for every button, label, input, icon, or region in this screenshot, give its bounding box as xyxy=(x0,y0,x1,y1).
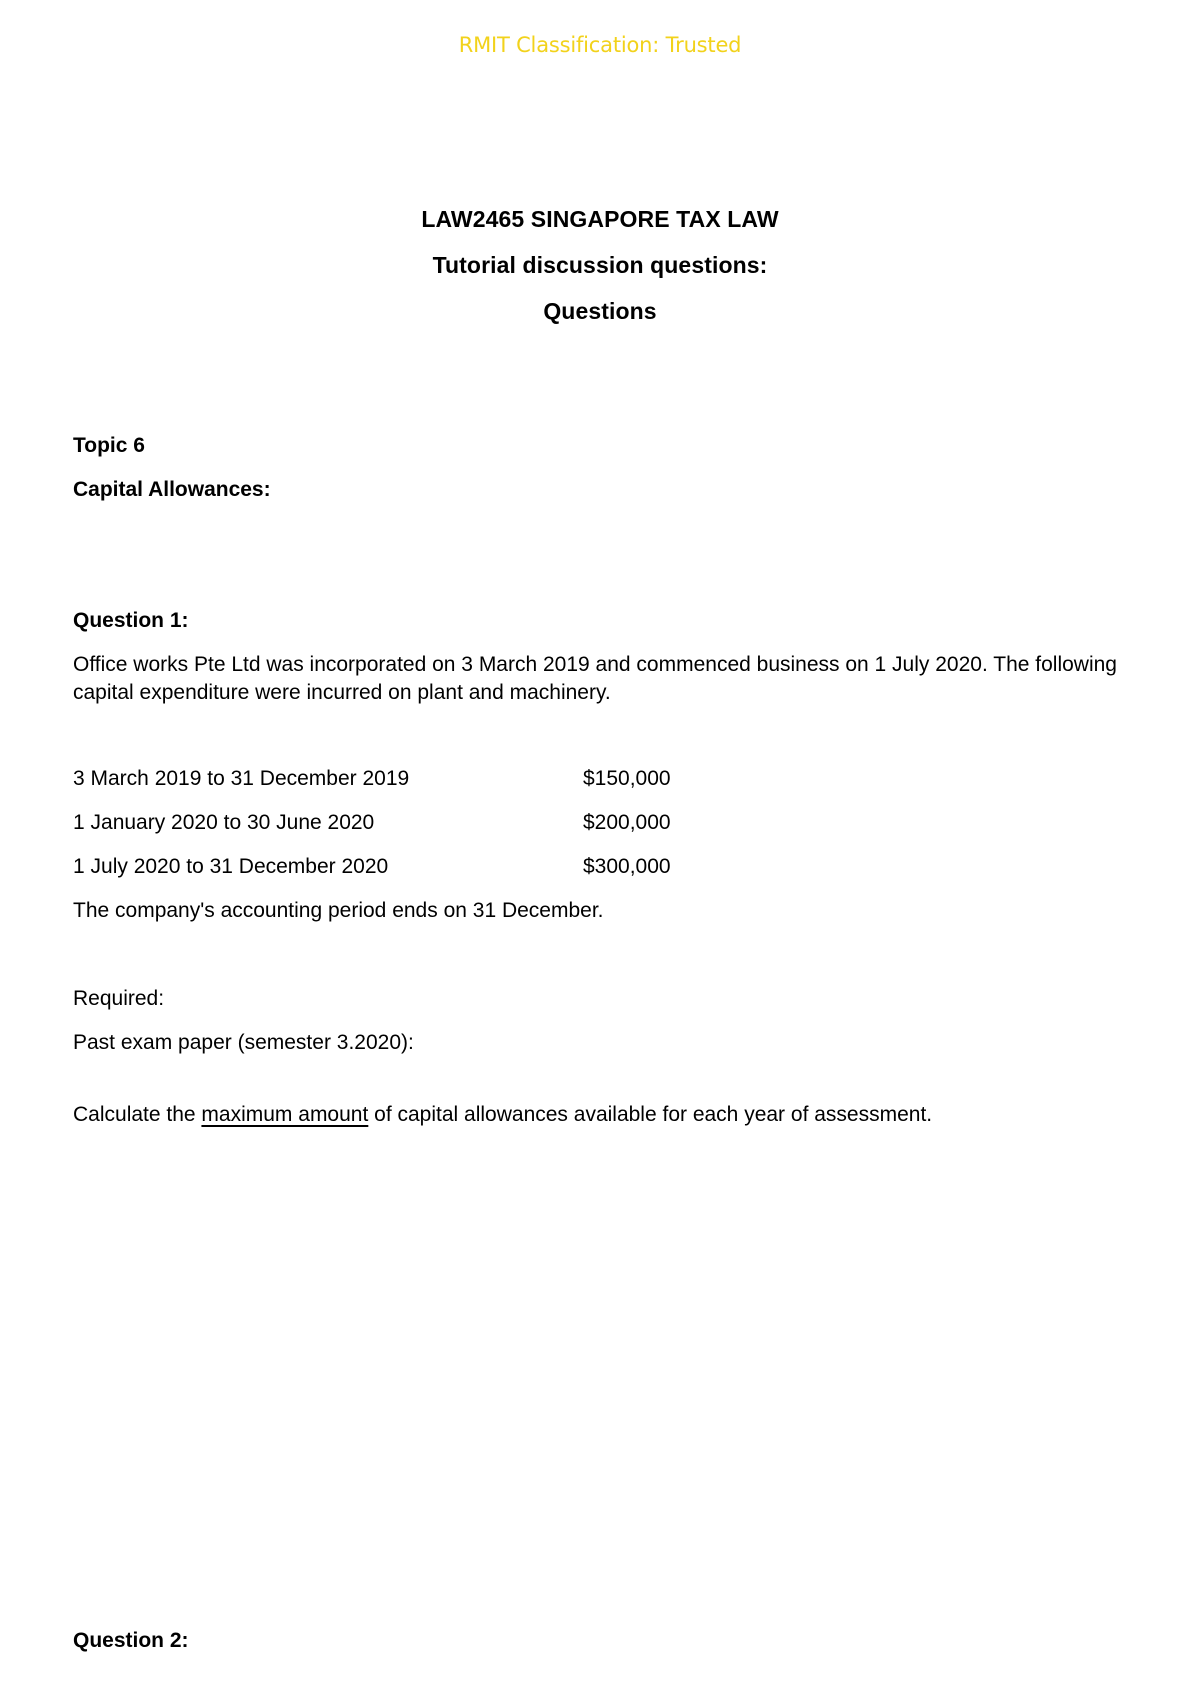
question-1-intro: Office works Pte Ltd was incorporated on 3 March 2019 and commenced business on 1 July 2020. The following capital expenditure were incurred on plant and machinery. xyxy=(73,653,1117,704)
document-title-block xyxy=(0,205,1200,343)
course-title: LAW2465 SINGAPORE TAX LAW xyxy=(421,206,779,232)
task-instruction xyxy=(73,1101,932,1129)
question-1-heading: Question 1: xyxy=(73,609,189,632)
question-2-heading: Question 2: xyxy=(73,1629,189,1652)
accounting-period-note: The company's accounting period ends on 31 December. xyxy=(73,899,604,922)
topic-label: Topic 6 xyxy=(73,434,145,457)
task-text-before: Calculate the xyxy=(73,1103,202,1126)
tutorial-subtitle: Tutorial discussion questions: xyxy=(432,252,768,278)
task-emphasis: maximum amount xyxy=(201,1103,369,1126)
expenditure-period: 3 March 2019 to 31 December 2019 xyxy=(73,767,410,790)
required-label: Required: xyxy=(73,987,165,1010)
expenditure-amount: $300,000 xyxy=(583,855,671,878)
task-text-after: of capital allowances available for each year of assessment. xyxy=(368,1103,933,1126)
classification-header: RMIT Classification: Trusted xyxy=(458,33,742,57)
expenditure-period: 1 July 2020 to 31 December 2020 xyxy=(73,855,389,878)
expenditure-period: 1 January 2020 to 30 June 2020 xyxy=(73,811,375,834)
past-exam-label: Past exam paper (semester 3.2020): xyxy=(73,1031,414,1054)
expenditure-amount: $200,000 xyxy=(583,811,671,834)
topic-subject: Capital Allowances: xyxy=(73,478,271,501)
expenditure-amount: $150,000 xyxy=(583,767,671,790)
questions-subtitle: Questions xyxy=(543,298,657,324)
